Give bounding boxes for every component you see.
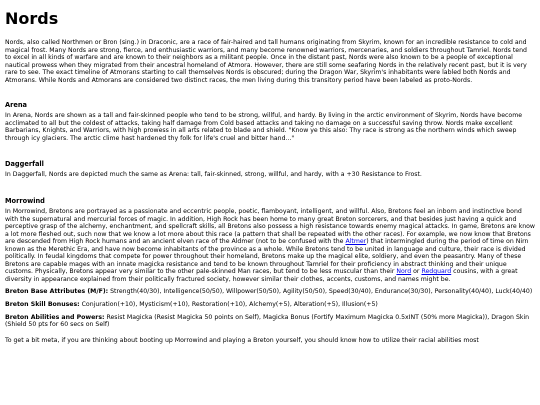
closing-paragraph: To get a bit meta, if you are thinking about booting up Morrowind and playing a Breton yourself, you should know how to utilize their racial abilities most bbox=[5, 336, 479, 344]
section-daggerfall bbox=[5, 160, 535, 179]
skill-bonuses-value: Conjuration(+10), Mysticism(+10), Restoration(+10), Alchemy(+5), Alteration(+5), Illusion(+5) bbox=[79, 301, 378, 309]
arena-paragraph: In Arena, Nords are shown as a tall and fair-skinned people who tend to be strong, willful, and hardy. By living in the arctic environment of Skyrim, Nords have become acclimated to all but the coldest of attacks, taking half damage from Cold based attacks and taking no damage on a successful saving throw. Nords make excellent Barbarians, Knights, and Warriors, with high prowess in all arts related to blade and shield. "Know ye this also: Thy race is strong as the northern winds which sweep through icy glaciers. The arctic clime hast hardened thy folk for life's cruel and bitter hand..." bbox=[5, 112, 523, 142]
abilities-line bbox=[5, 314, 535, 329]
intro-paragraph: Nords, also called Northmen or Bron (sing.) in Draconic, are a race of fair-haired and tall humans originating from Skyrim, known for an incredible resistance to cold and magical frost. Many Nords are strong, fierce, and enthusiastic warriors, and many become renowned warriors, mercenaries, and soldiers throughout Tamriel. Nords tend to excel in all kinds of warfare and are known to their neighbors as a militant people. Once in the distant past, Nords were also known to be a people of exceptional nautical prowess when they migrated from their ancestral homeland of Atmora. However, there are still some seafaring Nords in the relatively recent past, but it is very rare to see. The exact timeline of Atmorans starting to call themselves Nords is obscured; during the Dragon War, Skyrim's inhabitants were labled both Nords and Atmorans. While Nords and Atmorans are considered two distinct races, the men living during this transitory period have been labeled as proto-Nords. bbox=[5, 39, 527, 84]
altmer-link[interactable]: Altmer bbox=[345, 238, 367, 246]
morrowind-paragraph bbox=[5, 208, 535, 283]
base-attributes-line bbox=[5, 288, 535, 296]
morrowind-text-4: cousins, with a great diversity in appearance explained from their politically fractured society, however similar their clothes, accents, customs, and names might be. bbox=[5, 268, 518, 283]
redguard-link[interactable]: Redguard bbox=[421, 268, 452, 276]
section-arena bbox=[5, 101, 535, 142]
page-title: Nords bbox=[5, 9, 59, 28]
daggerfall-paragraph: In Daggerfall, Nords are depicted much the same as Arena: tall, fair-skinned, strong, willful, and hardy, with a +30 Resistance to Frost. bbox=[5, 171, 422, 179]
section-morrowind bbox=[5, 197, 535, 344]
section-heading-morrowind: Morrowind bbox=[5, 197, 45, 206]
section-heading-daggerfall: Daggerfall bbox=[5, 160, 44, 169]
abilities-value: Resist Magicka (Resist Magicka 50 points on Self), Magicka Bonus (Fortify Maximum Magicka 0.5xINT (50% more Magicka)), Dragon Skin (Shield 50 pts for 60 secs on Self) bbox=[5, 313, 530, 329]
base-attributes-label: Breton Base Attributes (M/F): bbox=[5, 288, 109, 296]
skill-bonuses-label: Breton Skill Bonuses: bbox=[5, 301, 80, 309]
morrowind-text-3: or bbox=[411, 268, 422, 276]
nord-link[interactable]: Nord bbox=[396, 268, 412, 276]
abilities-label: Breton Abilities and Powers: bbox=[5, 313, 105, 321]
base-attributes-value: Strength(40/30), Intelligence(50/50), Willpower(50/50), Agility(50/50), Speed(30/40), Endurance(30/30), Personality(40/40), Luck(40/40) bbox=[108, 288, 533, 296]
section-heading-arena: Arena bbox=[5, 101, 27, 110]
morrowind-text-2: ) that intermingled during the period of time on Nirn known as the Merethic Era, and have now become inhabitants of the province as a whole. While Bretons tend to be united in language and culture, their race is divided politically. In feudal kingdoms that compete for power throughout their homeland, Bretons make up the magical elite, soldiery, and even the peasantry. Many of these Bretons are capable mages with an innate magicka resistance and tend to be known throughout Tamriel for their proficiency in abstract thinking and their unique customs. Physically, Bretons appear very similar to the other pale-skinned Man races, but tend to be less muscular than their bbox=[5, 238, 529, 276]
morrowind-text-1: In Morrowind, Bretons are portrayed as a passionate and eccentric people, poetic, flamboyant, intelligent, and willful. Also, Bretons feel an inborn and instinctive bond with the supernatural and mercurial forces of magic. In addition, High Rock has been home to many great Breton sorcerers, and that besides just having a quick and perceptive grasp of the alchemy, enchantment, and spellcraft skills, all Bretons also possess a high resistance towards enemy magical attacks. In game, Bretons are know a lot more fleshed out, such now that we know a lot more about this race (a pattern that shall be repeated with the other races). For example, we now know that Bretons are descended from High Rock humans and an ancient elven race of the Aldmer (not to be confused with the bbox=[5, 208, 535, 246]
skill-bonuses-line bbox=[5, 301, 535, 309]
